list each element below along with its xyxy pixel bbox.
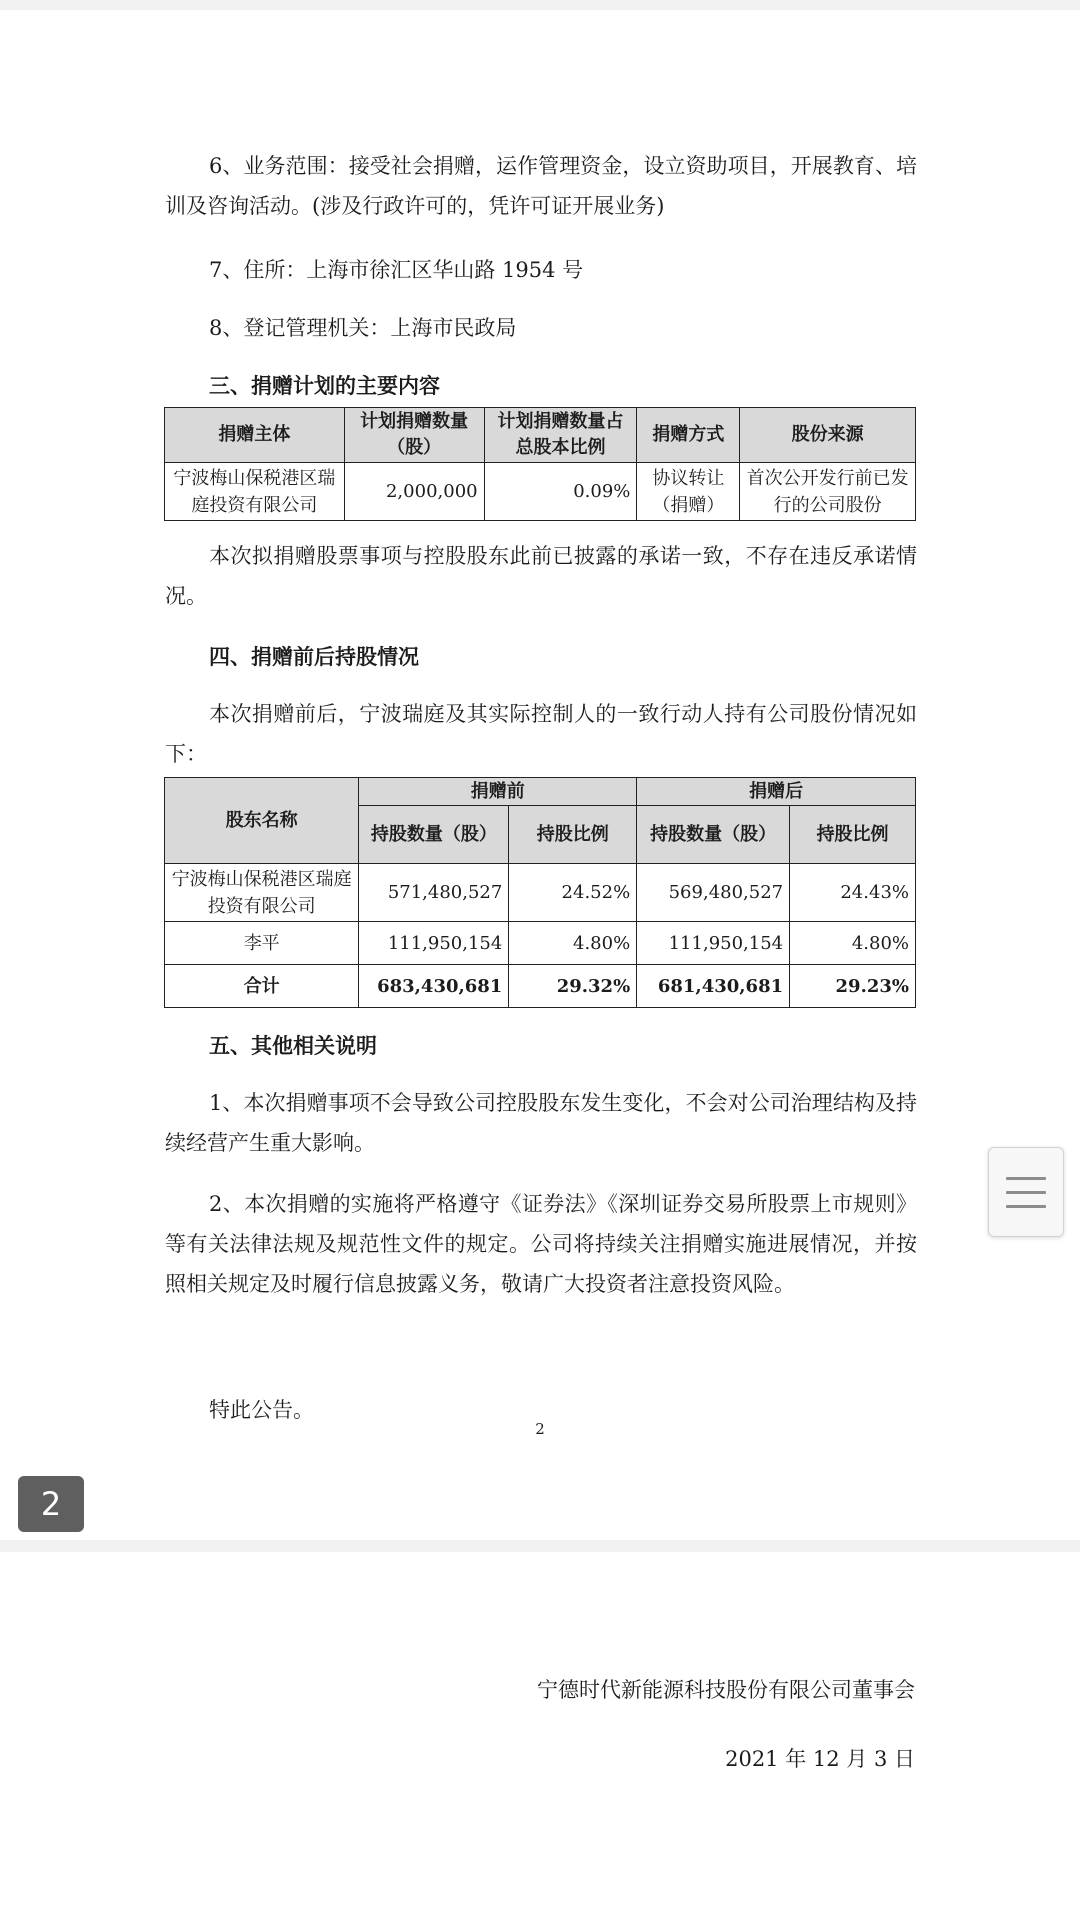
cell-shareholder-name: 李平 xyxy=(165,922,359,965)
cell-total-after-qty: 681,430,681 xyxy=(637,965,790,1008)
col-header-after-qty: 持股数量（股） xyxy=(637,806,790,864)
hamburger-icon xyxy=(1006,1177,1046,1180)
hamburger-icon-bar xyxy=(1006,1191,1046,1194)
cell-donor: 宁波梅山保税港区瑞庭投资有限公司 xyxy=(165,463,345,521)
menu-button[interactable] xyxy=(988,1147,1064,1237)
cell-method: 协议转让（捐赠） xyxy=(637,463,740,521)
col-header-method: 捐赠方式 xyxy=(637,408,740,463)
table-total-row xyxy=(165,965,916,1008)
page-indicator-badge[interactable]: 2 xyxy=(18,1476,84,1532)
donation-plan-table xyxy=(164,407,916,521)
cell-before-qty: 111,950,154 xyxy=(359,922,509,965)
section-heading-donation-plan: 三、捐赠计划的主要内容 xyxy=(209,373,440,398)
col-group-after: 捐赠后 xyxy=(637,778,916,806)
col-header-shareholder: 股东名称 xyxy=(165,778,359,864)
cell-source: 首次公开发行前已发行的公司股份 xyxy=(740,463,916,521)
cell-after-ratio: 4.80% xyxy=(790,922,916,965)
paragraph-business-scope: 6、业务范围：接受社会捐赠，运作管理资金，设立资助项目，开展教育、培训及咨询活动。(涉及行政许可的，凭许可证开展业务) xyxy=(165,154,917,218)
cell-after-qty: 569,480,527 xyxy=(637,864,790,922)
hamburger-icon-bar xyxy=(1006,1205,1046,1208)
col-header-planned-qty: 计划捐赠数量（股） xyxy=(344,408,484,463)
col-header-source: 股份来源 xyxy=(740,408,916,463)
paragraph-other-1: 1、本次捐赠事项不会导致公司控股股东发生变化，不会对公司治理结构及持续经营产生重大影响。 xyxy=(165,1091,917,1155)
page-number: 2 xyxy=(535,1420,545,1438)
cell-before-ratio: 24.52% xyxy=(509,864,637,922)
signature-date: 2021 年 12 月 3 日 xyxy=(725,1747,915,1771)
section-heading-holdings: 四、捐赠前后持股情况 xyxy=(209,644,419,669)
cell-total-before-qty: 683,430,681 xyxy=(359,965,509,1008)
paragraph-registration-authority: 8、登记管理机关：上海市民政局 xyxy=(209,316,517,340)
cell-planned-ratio: 0.09% xyxy=(484,463,637,521)
document-page-2 xyxy=(0,1552,1080,1917)
cell-before-ratio: 4.80% xyxy=(509,922,637,965)
section-heading-other: 五、其他相关说明 xyxy=(209,1033,377,1058)
cell-total-after-ratio: 29.23% xyxy=(790,965,916,1008)
cell-shareholder-name: 宁波梅山保税港区瑞庭投资有限公司 xyxy=(165,864,359,922)
col-group-before: 捐赠前 xyxy=(359,778,637,806)
cell-total-before-ratio: 29.32% xyxy=(509,965,637,1008)
col-header-after-ratio: 持股比例 xyxy=(790,806,916,864)
cell-after-ratio: 24.43% xyxy=(790,864,916,922)
paragraph-address: 7、住所：上海市徐汇区华山路 1954 号 xyxy=(209,258,584,282)
col-header-before-qty: 持股数量（股） xyxy=(359,806,509,864)
col-header-planned-ratio: 计划捐赠数量占总股本比例 xyxy=(484,408,637,463)
paragraph-other-2: 2、本次捐赠的实施将严格遵守《证券法》《深圳证券交易所股票上市规则》等有关法律法规及规范性文件的规定。公司将持续关注捐赠实施进展情况，并按照相关规定及时履行信息披露义务，敬请广大投资者注意投资风险。 xyxy=(165,1192,917,1296)
col-header-donor: 捐赠主体 xyxy=(165,408,345,463)
document-page-1 xyxy=(0,10,1080,1540)
paragraph-holdings-intro: 本次捐赠前后，宁波瑞庭及其实际控制人的一致行动人持有公司股份情况如下： xyxy=(165,702,917,766)
holdings-table xyxy=(164,777,916,1008)
signature-company: 宁德时代新能源科技股份有限公司董事会 xyxy=(537,1678,915,1702)
paragraph-commitment: 本次拟捐赠股票事项与控股股东此前已披露的承诺一致，不存在违反承诺情况。 xyxy=(165,544,917,608)
cell-planned-qty: 2,000,000 xyxy=(344,463,484,521)
cell-after-qty: 111,950,154 xyxy=(637,922,790,965)
cell-before-qty: 571,480,527 xyxy=(359,864,509,922)
col-header-before-ratio: 持股比例 xyxy=(509,806,637,864)
table-row xyxy=(165,922,916,965)
paragraph-notice: 特此公告。 xyxy=(209,1398,314,1422)
table-row xyxy=(165,864,916,922)
cell-total-label: 合计 xyxy=(165,965,359,1008)
